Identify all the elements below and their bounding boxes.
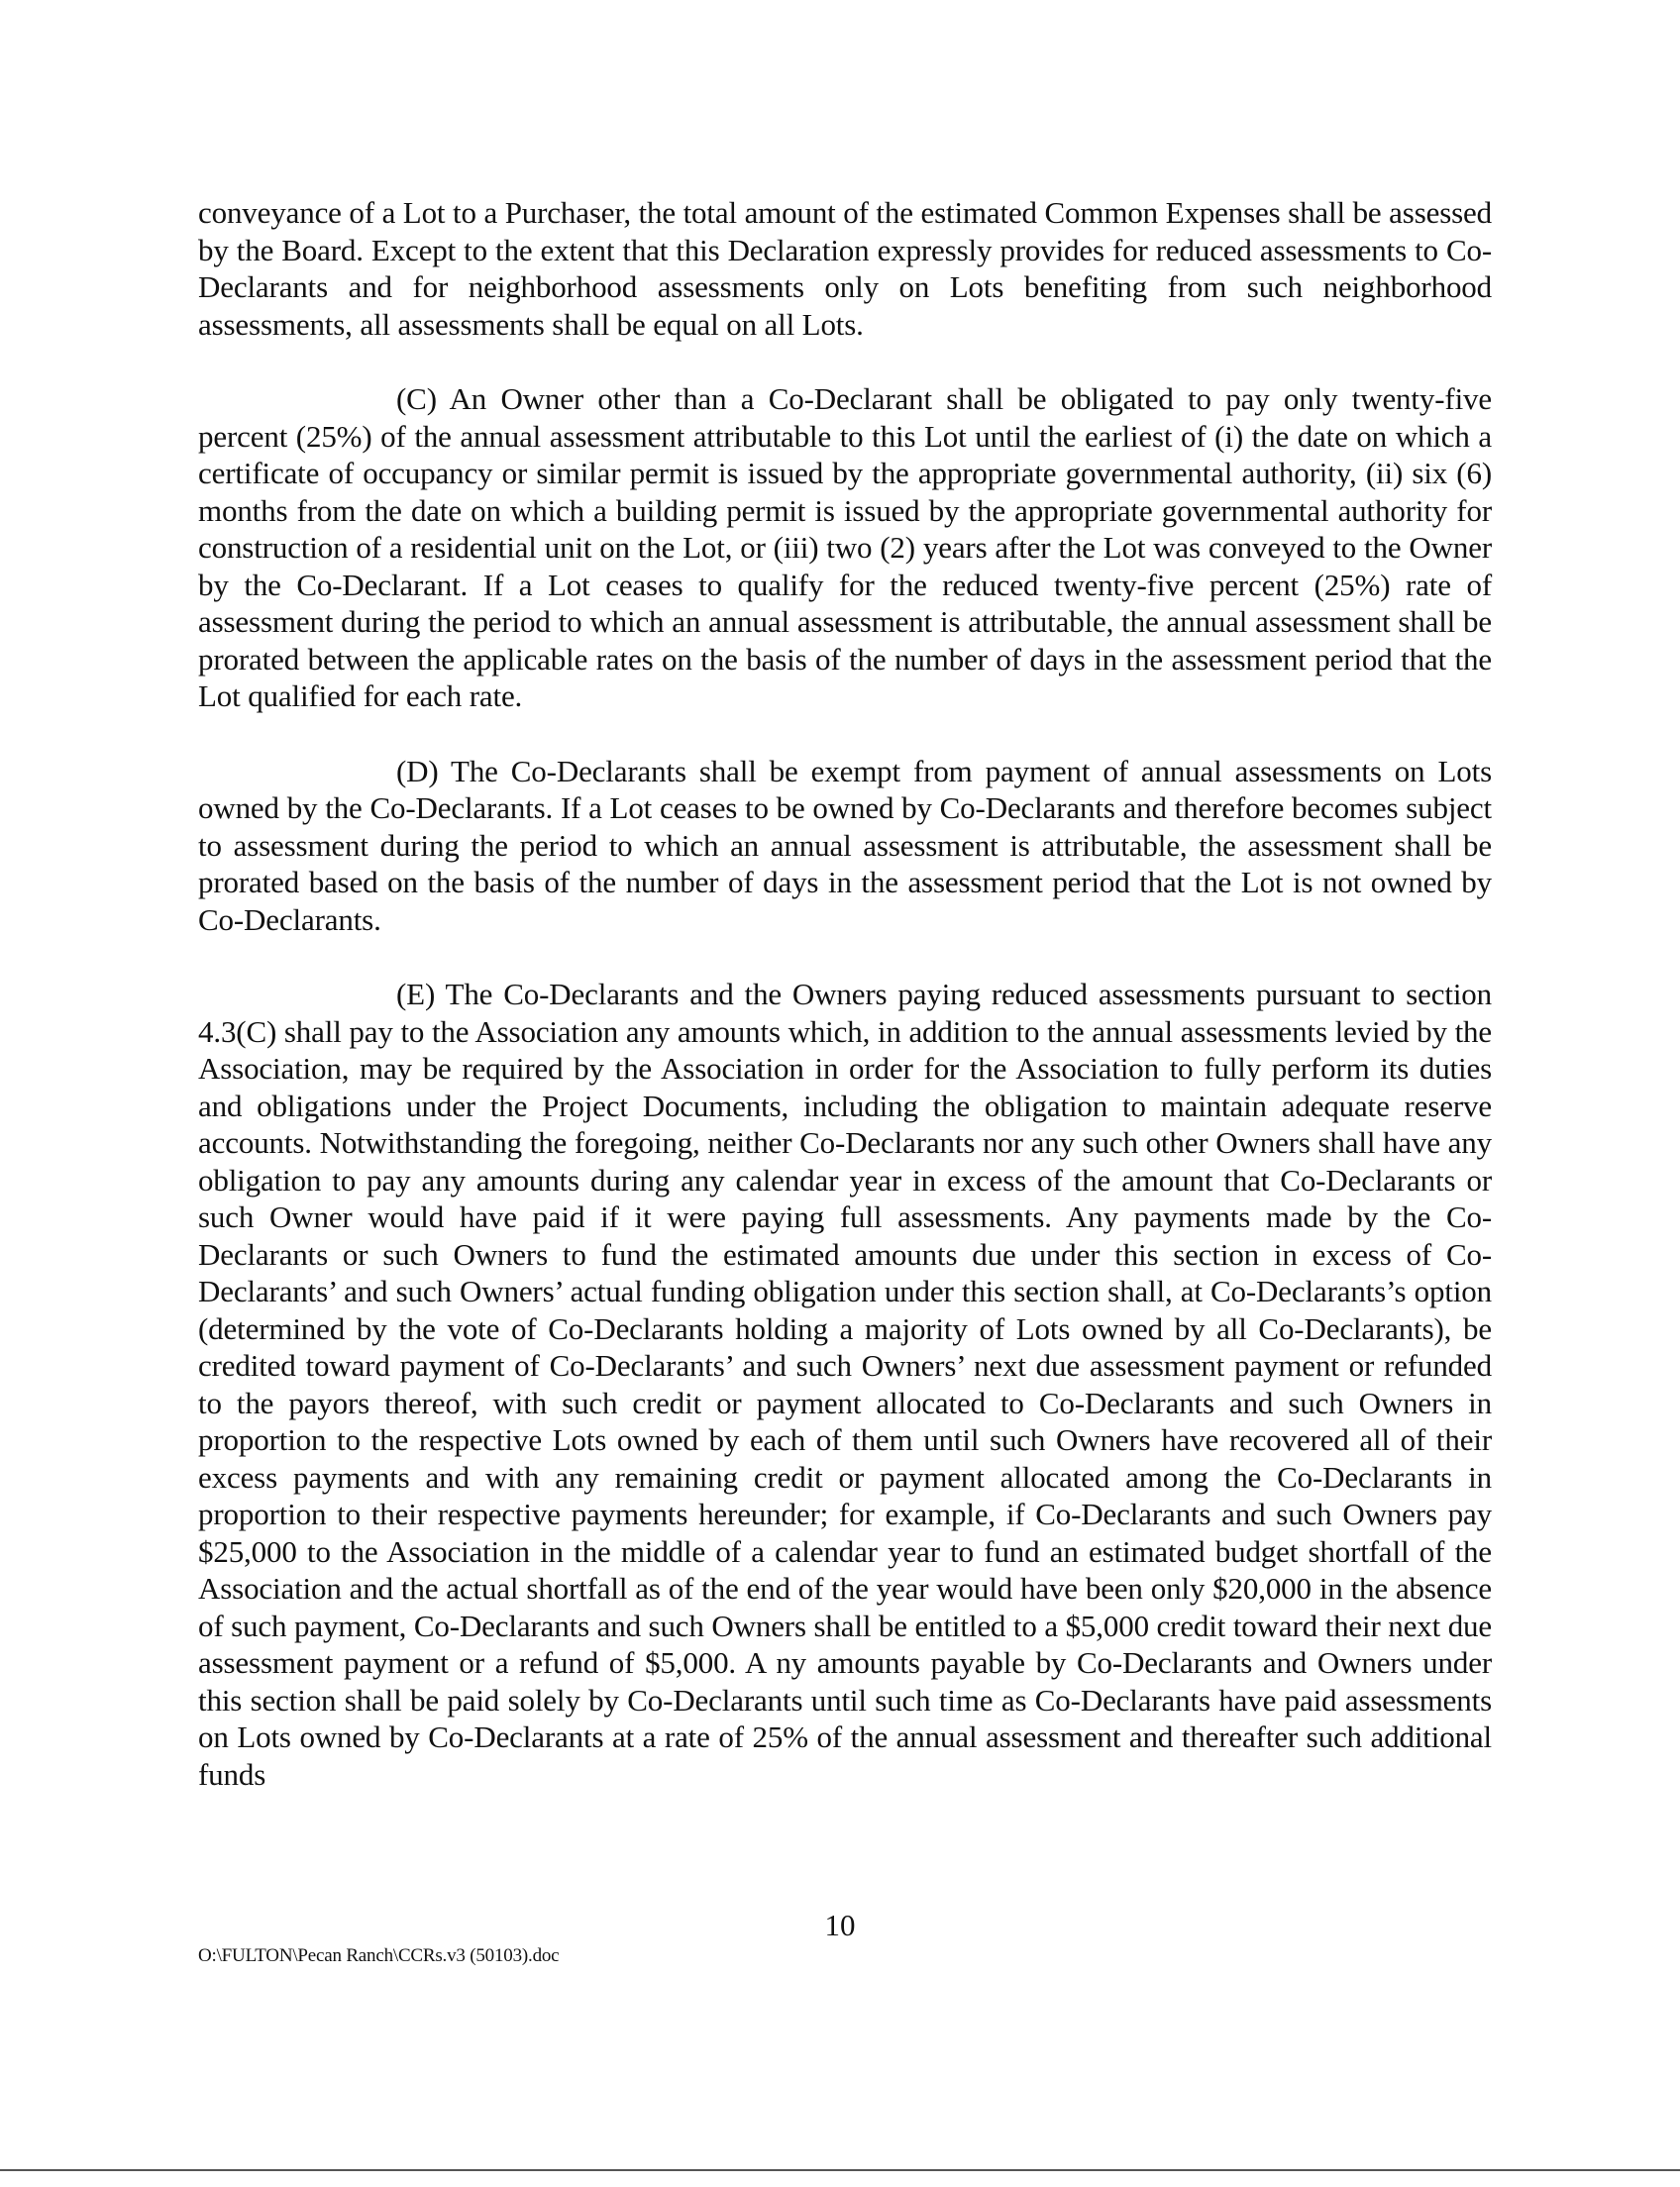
footer-file-path: O:\FULTON\Pecan Ranch\CCRs.v3 (50103).doc xyxy=(198,1945,560,1966)
document-body xyxy=(198,194,1492,1793)
paragraph-gap xyxy=(198,938,1492,976)
paragraph-continuation: conveyance of a Lot to a Purchaser, the total amount of the estimated Common Expenses shall be assessed by the Board. Except to the extent that this Declaration expressly provides for reduced assessments to Co-Declarants and for neighborhood assessments only on Lots benefiting from such neighborhood assessments, all assessments shall be equal on all Lots. xyxy=(198,195,1492,342)
bottom-scan-rule xyxy=(0,2169,1680,2171)
paragraph-d: (D) The Co-Declarants shall be exempt from payment of annual assessments on Lots owned by the Co-Declarants. If a Lot ceases to be owned by Co-Declarants and therefore becomes subject to assessment during the period to which an annual assessment is attributable, the assessment shall be prorated based on the basis of the number of days in the assessment period that the Lot is not owned by Co-Declarants. xyxy=(198,753,1492,937)
paragraph-c: (C) An Owner other than a Co-Declarant shall be obligated to pay only twenty-five percent (25%) of the annual assessment attributable to this Lot until the earliest of (i) the date on which a certificate of occupancy or similar permit is issued by the appropriate governmental authority, (ii) six (6) months from the date on which a building permit is issued by the appropriate governmental authority for construction of a residential unit on the Lot, or (iii) two (2) years after the Lot was conveyed to the Owner by the Co-Declarant. If a Lot ceases to qualify for the reduced twenty-five percent (25%) rate of assessment during the period to which an annual assessment is attributable, the annual assessment shall be prorated between the applicable rates on the basis of the number of days in the assessment period that the Lot qualified for each rate. xyxy=(198,381,1492,713)
paragraph-gap xyxy=(198,715,1492,753)
paragraph-e: (E) The Co-Declarants and the Owners paying reduced assessments pursuant to section 4.3(C) shall pay to the Association any amounts which, in addition to the annual assessments levied by the Association, may be required by the Association in order for the Association to fully perform its duties and obligations under the Project Documents, including the obligation to maintain adequate reserve accounts. Notwithstanding the foregoing, neither Co-Declarants nor any such other Owners shall have any obligation to pay any amounts during any calendar year in excess of the amount that Co-Declarants or such Owner would have paid if it were paying full assessments. Any payments made by the Co-Declarants or such Owners to fund the estimated amounts due under this section in excess of Co-Declarants’ and such Owners’ actual funding obligation under this section shall, at Co-Declarants’s option (determined by the vote of Co-Declarants holding a majority of Lots owned by all Co-Declarants), be credited toward payment of Co-Declarants’ and such Owners’ next due assessment payment or refunded to the payors thereof, with such credit or payment allocated to Co-Declarants and such Owners in proportion to the respective Lots owned by each of them until such Owners have recovered all of their excess payments and with any remaining credit or payment allocated among the Co-Declarants in proportion to their respective payments hereunder; for example, if Co-Declarants and such Owners pay $25,000 to the Association in the middle of a calendar year to fund an estimated budget shortfall of the Association and the actual shortfall as of the end of the year would have been only $20,000 in the absence of such payment, Co-Declarants and such Owners shall be entitled to a $5,000 credit toward their next due assessment payment or a refund of $5,000. A ny amounts payable by Co-Declarants and Owners under this section shall be paid solely by Co-Declarants until such time as Co-Declarants have paid assessments on Lots owned by Co-Declarants at a rate of 25% of the annual assessment and thereafter such additional funds xyxy=(198,977,1492,1792)
paragraph-gap xyxy=(198,343,1492,380)
page-number: 10 xyxy=(824,1908,856,1942)
